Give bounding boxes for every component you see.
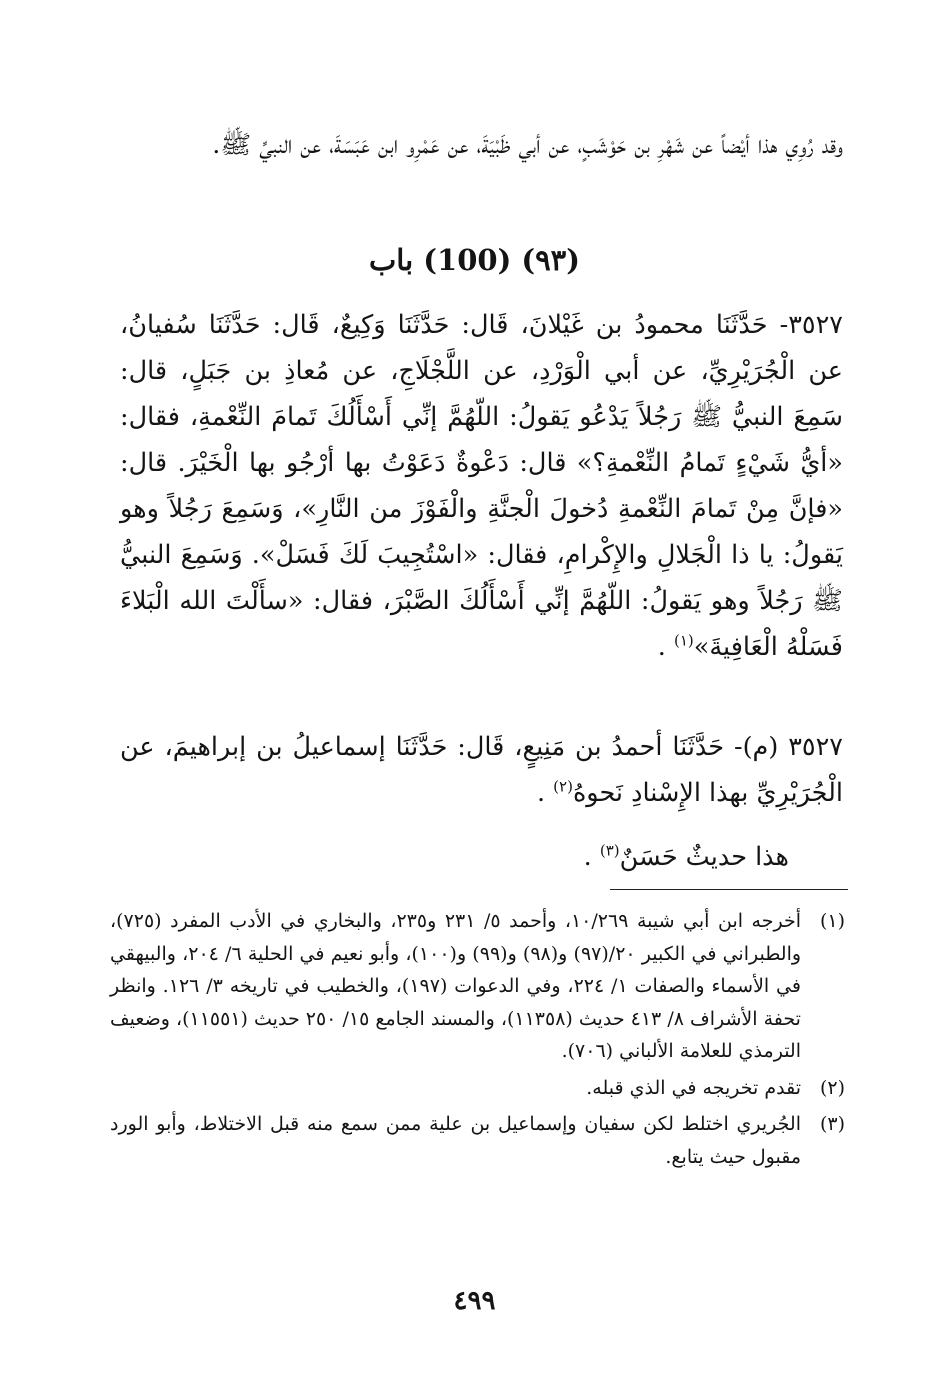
hadith-text: ٣٥٢٧- حَدَّثَنَا محمودُ بن غَيْلانَ، قَال: حَدَّثَنَا وَكِيعٌ، قَال: حَدَّثَنَا سُفيانُ، عن الْجُرَيْرِيِّ، عن أبي الْوَرْدِ، عن اللَّجْلَاجِ، عن مُعاذِ بن جَبَلٍ، قال: سَمِعَ النبيُّ ﷺ رَجُلاً يَدْعُو يَقولُ: اللّهُمَّ إنِّي أَسْأَلُكَ تَمامَ النِّعْمةِ، فقال: «أيُّ شَيْءٍ تَمامُ النِّعْمةِ؟» قال: دَعْوةٌ دَعَوْتُ بها أرْجُو بها الْخَيْرَ. قال: «فإنَّ مِنْ تَمامَ النِّعْمةِ دُخولَ الْجنَّةِ والْفَوْزَ من النَّارِ»، وَسَمِعَ رَجُلاً وهو يَقولُ: يا ذا الْجَلالِ والإِكْرامِ، فقال: «اسْتُجِيبَ لَكَ فَسَلْ». وَسَمِعَ النبيُّ ﷺ رَجُلاً وهو يَقولُ: اللّهُمَّ إنِّي أَسْأَلُكَ الصَّبْرَ، فقال: «سأَلْتَ الله الْبَلاءَ فَسَلْهُ الْعَافِيةَ» — [120, 310, 843, 662]
footnote-text: تقدم تخريجه في الذي قبله. — [586, 1076, 801, 1099]
grading-text: هذا حديثٌ حَسَنٌ — [619, 842, 789, 872]
grading-end: . — [583, 842, 600, 872]
hadith-end: . — [657, 632, 674, 662]
footnote-text: الجُريري اختلط لكن سفيان وإسماعيل بن علية ممن سمع منه قبل الاختلاط، وأبو الورد مقبول حيث يتابع. — [110, 1113, 801, 1168]
footnote-ref-1[interactable]: (١) — [673, 631, 694, 650]
footnote-ref-2[interactable]: (٢) — [553, 777, 573, 796]
hadith-m-end: . — [536, 778, 554, 808]
intro-paragraph: وقد رُوِي هذا أيْضاً عن شَهْرِ بن حَوْشَبٍ، عن أبي ظَبْيَةَ، عن عَمْرِو ابن عَبَسَةَ، عن النبيِّ ﷺ. — [212, 130, 843, 160]
footnote-1 — [110, 905, 845, 1068]
footnotes — [110, 905, 845, 1177]
footnote-3 — [110, 1108, 845, 1173]
footnote-number: (٢) — [819, 1076, 845, 1099]
footnote-text: أخرجه ابن أبي شيبة ١٠/٢٦٩، وأحمد ٥/ ٢٣١ و٢٣٥، والبخاري في الأدب المفرد (٧٢٥)، والطبراني في الكبير ٢٠/(٩٧) و(٩٨) و(٩٩) و(١٠٠)، وأبو نعيم في الحلية ٦/ ٢٠٤، والبيهقي في الأسماء والصفات ١/ ٢٢٤، وفي الدعوات (١٩٧)، والخطيب في تاريخه ٣/ ١٢٦. وانظر تحفة الأشراف ٨/ ٤١٣ حديث (١١٣٥٨)، والمسند الجامع ١٥/ ٢٥٠ حديث (١١٥٥١)، وضعيف الترمذي للعلامة الألباني (٧٠٦). — [110, 910, 802, 1062]
footnote-ref-3[interactable]: (٣) — [599, 841, 620, 860]
footnote-divider — [610, 889, 848, 890]
chapter-heading: (٩٣) (100) باب — [368, 243, 580, 277]
footnote-number: (١) — [819, 910, 845, 932]
footnote-number: (٣) — [819, 1113, 845, 1135]
page-number: ٤٩٩ — [453, 1286, 496, 1316]
hadith-m-paragraph — [120, 724, 843, 816]
grading-line — [120, 834, 789, 880]
hadith-paragraph — [120, 302, 843, 670]
hadith-m-text: ٣٥٢٧ (م)- حَدَّثَنَا أحمدُ بن مَنِيعٍ، قَال: حَدَّثَنَا إسماعيلُ بن إبراهيمَ، عن الْجُرَيْرِيِّ بهذا الإِسْنادِ نَحوهُ — [120, 732, 843, 808]
footnote-2 — [110, 1072, 845, 1105]
